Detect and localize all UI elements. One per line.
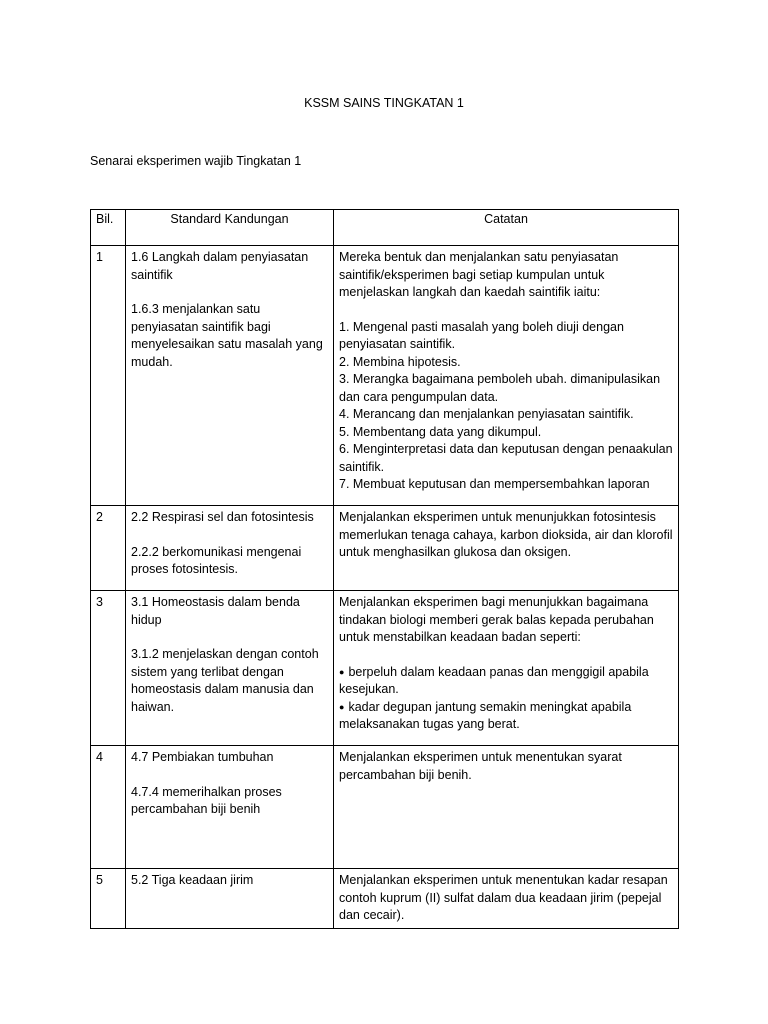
standard-title: 3.1 Homeostasis dalam benda hidup [131, 595, 300, 627]
catatan-cell [334, 591, 679, 746]
standard-kandungan-cell [126, 591, 334, 746]
catatan-item: 1. Mengenal pasti masalah yang boleh diuji dengan penyiasatan saintifik. [339, 319, 624, 351]
header-catatan: Catatan [334, 210, 679, 246]
standard-detail: 1.6.3 menjalankan satu penyiasatan saintifik bagi menyelesaikan satu masalah yang mudah. [131, 302, 323, 369]
standard-title: 1.6 Langkah dalam penyiasatan saintifik [131, 250, 309, 282]
row-number: 4 [91, 746, 126, 869]
catatan-item: 2. Membina hipotesis. [339, 354, 461, 369]
standard-title: 5.2 Tiga keadaan jirim [131, 873, 254, 887]
standard-detail: 2.2.2 berkomunikasi mengenai proses fotosintesis. [131, 544, 302, 576]
catatan-intro: Mereka bentuk dan menjalankan satu penyiasatan saintifik/eksperimen bagi setiap kumpulan untuk menjelaskan langkah dan kaedah saintifik iaitu: [339, 250, 619, 299]
header-standard-kandungan: Standard Kandungan [126, 210, 334, 246]
table-row [91, 591, 679, 746]
standard-kandungan-cell [126, 869, 334, 929]
standard-kandungan-cell [126, 246, 334, 506]
catatan-cell [334, 246, 679, 506]
header-bil: Bil. [91, 210, 126, 246]
catatan-intro: Menjalankan eksperimen untuk menentukan syarat percambahan biji benih. [339, 750, 622, 782]
catatan-bullet-item: ● kadar degupan jantung semakin meningkat apabila melaksanakan tugas yang berat. [339, 699, 673, 734]
catatan-item: 3. Merangka bagaimana pemboleh ubah. dimanipulasikan dan cara pengumpulan data. [339, 372, 661, 404]
catatan-intro: Menjalankan eksperimen bagi menunjukkan bagaimana tindakan biologi memberi gerak balas kepada perubahan untuk menstabilkan keadaan badan seperti: [339, 595, 654, 644]
table-row [91, 506, 679, 591]
catatan-intro: Menjalankan eksperimen untuk menentukan kadar resapan contoh kuprum (II) sulfat dalam dua keadaan jirim (pepejal dan cecair). [339, 873, 668, 922]
table-row [91, 869, 679, 929]
row-number: 3 [91, 591, 126, 746]
catatan-bullet-item: ● berpeluh dalam keadaan panas dan menggigil apabila kesejukan. [339, 664, 673, 699]
catatan-item: 7. Membuat keputusan dan mempersembahkan laporan [339, 477, 650, 491]
experiment-table [90, 209, 679, 929]
table-row [91, 746, 679, 869]
table-row [91, 246, 679, 506]
catatan-item: 5. Membentang data yang dikumpul. [339, 424, 542, 439]
catatan-cell [334, 869, 679, 929]
standard-kandungan-cell [126, 746, 334, 869]
document-title: KSSM SAINS TINGKATAN 1 [304, 96, 464, 110]
row-number: 2 [91, 506, 126, 591]
catatan-item: 6. Menginterpretasi data dan keputusan dengan penaakulan saintifik. [339, 442, 673, 474]
document-subtitle: Senarai eksperimen wajib Tingkatan 1 [90, 154, 302, 168]
standard-detail: 4.7.4 memerihalkan proses percambahan biji benih [131, 784, 282, 816]
catatan-cell [334, 746, 679, 869]
catatan-cell [334, 506, 679, 591]
catatan-intro: Menjalankan eksperimen untuk menunjukkan fotosintesis memerlukan tenaga cahaya, karbon dioksida, air dan klorofil untuk menghasilkan glukosa dan oksigen. [339, 510, 673, 559]
standard-title: 2.2 Respirasi sel dan fotosintesis [131, 510, 314, 524]
catatan-item: 4. Merancang dan menjalankan penyiasatan saintifik. [339, 407, 634, 421]
standard-title: 4.7 Pembiakan tumbuhan [131, 750, 274, 764]
table-header-row [91, 210, 679, 246]
row-number: 1 [91, 246, 126, 506]
standard-detail: 3.1.2 menjelaskan dengan contoh sistem yang terlibat dengan homeostasis dalam manusia dan haiwan. [131, 647, 319, 714]
standard-kandungan-cell [126, 506, 334, 591]
row-number: 5 [91, 869, 126, 929]
